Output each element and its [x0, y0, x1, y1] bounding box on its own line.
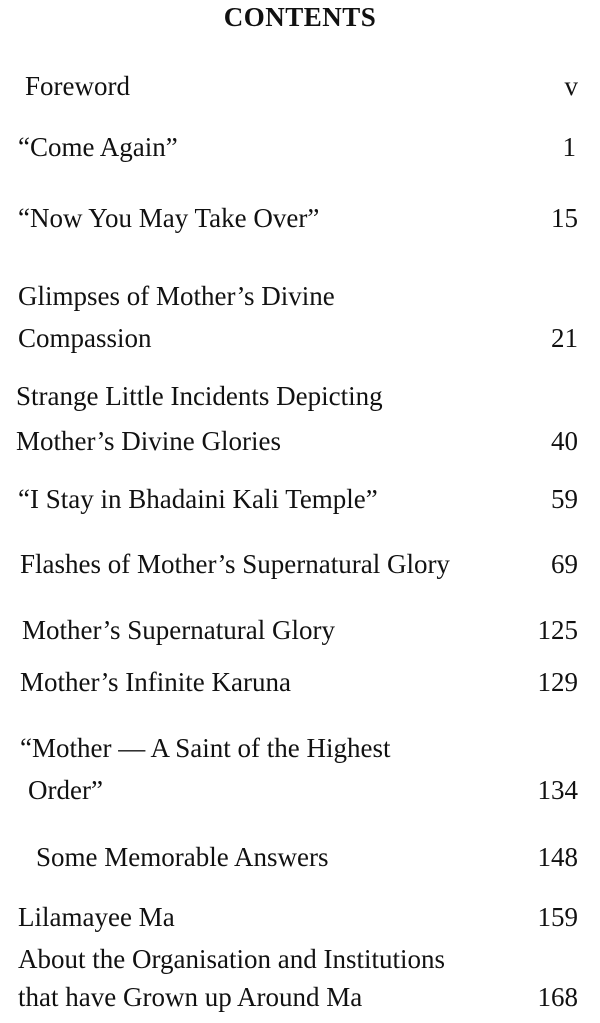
- toc-entry-title-line: “Mother — A Saint of the Highest: [20, 733, 391, 763]
- toc-entry-title: [16, 374, 383, 464]
- toc-entry-title: [18, 275, 335, 359]
- toc-entry-page: 21: [551, 323, 578, 353]
- toc-entry-page: 148: [537, 842, 578, 872]
- toc-entry-title-line: Order”: [28, 775, 103, 805]
- toc-entry-title: [22, 609, 335, 651]
- toc-entry-title-line: Lilamayee Ma: [18, 902, 175, 932]
- toc-entry-title: [18, 940, 445, 1016]
- toc-entry-title-line: Strange Little Incidents Depicting: [16, 381, 383, 411]
- toc-entry-page: 15: [551, 203, 578, 233]
- toc-entry-title: [20, 727, 390, 811]
- contents-heading: CONTENTS: [223, 2, 377, 32]
- toc-entry-title-line: About the Organisation and Institutions: [18, 944, 445, 974]
- toc-entry-title-line: Mother’s Divine Glories: [16, 426, 281, 456]
- toc-entry-title: [18, 896, 175, 938]
- toc-entry-page: 134: [537, 775, 578, 805]
- toc-entry-title: [20, 543, 450, 585]
- toc-entry-page: v: [564, 71, 578, 101]
- toc-entry-title-line: Mother’s Supernatural Glory: [22, 615, 335, 645]
- toc-entry-title: [18, 126, 178, 168]
- toc-entry-title: [18, 478, 378, 520]
- toc-entry-page: 1: [562, 132, 576, 162]
- toc-entry-title-line: Flashes of Mother’s Supernatural Glory: [20, 549, 450, 579]
- toc-entry-title: [36, 836, 328, 878]
- toc-entry-page: 59: [551, 484, 578, 514]
- toc-entry-page: 168: [537, 982, 578, 1012]
- toc-entry-title: [25, 65, 130, 107]
- toc-entry-title-line: Some Memorable Answers: [36, 842, 329, 872]
- toc-entry-title-line: “Now You May Take Over”: [18, 203, 320, 233]
- toc-entry-title-line: Glimpses of Mother’s Divine: [18, 281, 335, 311]
- toc-entry-title-line: Mother’s Infinite Karuna: [20, 667, 291, 697]
- toc-entry-title: [20, 661, 291, 703]
- toc-entry-title-line: “Come Again”: [18, 132, 178, 162]
- toc-entry-title-line: “I Stay in Bhadaini Kali Temple”: [18, 484, 378, 514]
- toc-entry-page: 40: [551, 426, 578, 456]
- toc-entry-page: 125: [537, 615, 578, 645]
- toc-entry-title: [18, 197, 319, 239]
- toc-entry-page: 129: [537, 667, 578, 697]
- toc-entry-title-line: Foreword: [25, 71, 130, 101]
- toc-entry-title-line: that have Grown up Around Ma: [18, 982, 363, 1012]
- toc-entry-title-line: Compassion: [18, 323, 152, 353]
- toc-entry-page: 159: [537, 902, 578, 932]
- toc-entry-page: 69: [551, 549, 578, 579]
